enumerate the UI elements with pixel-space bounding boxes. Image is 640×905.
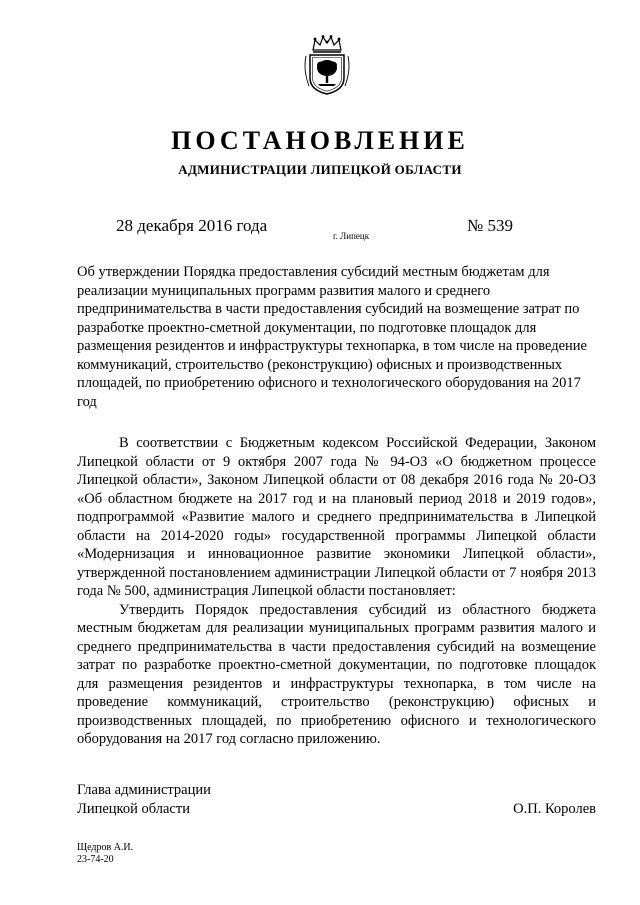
document-body	[77, 434, 596, 749]
document-title: ПОСТАНОВЛЕНИЕ	[171, 126, 469, 155]
signatory-name: О.П. Королев	[513, 800, 596, 817]
executor-name: Щедров А.И.	[77, 842, 134, 853]
signatory-position-line-1: Глава администрации	[77, 782, 211, 798]
issuing-authority: АДМИНИСТРАЦИИ ЛИПЕЦКОЙ ОБЛАСТИ	[178, 162, 462, 177]
document-number: № 539	[467, 216, 513, 235]
executor-info	[77, 842, 133, 866]
resolution-paragraph: Утвердить Порядок предоставления субсидий из областного бюджета местным бюджетам для реализации муниципальных программ развития малого и среднего предпринимательства в части предоставления субсидий на возмещение затрат по разработке проектно-сметной документации, по подготовке площадок для размещения резидентов и инфраструктуры технопарка, в том числе на проведение коммуникаций, строительство (реконструкцию) офисных и производственных площадей, по приобретению офисного и технологического оборудования на 2017 год согласно приложению.	[77, 601, 596, 747]
signatory-position-line-2: Липецкой области	[77, 800, 190, 817]
executor-phone: 23-74-20	[77, 854, 114, 865]
document-subject: Об утверждении Порядка предоставления субсидий местным бюджетам для реализации муниципальных программ развития малого и среднего предпринимательства в части предоставления субсидий на возмещение затрат по разработке проектно-сметной документации, по подготовке площадок для размещения резидентов и инфраструктуры технопарка, в том числе на проведение коммуникаций, строительство (реконструкцию) офисных и производственных площадей, по приобретению офисного и технологического оборудования на 2017 год	[77, 264, 587, 410]
lipetsk-oblast-coat-of-arms-icon	[301, 34, 353, 96]
document-date: 28 декабря 2016 года	[116, 216, 268, 235]
preamble-paragraph: В соответствии с Бюджетным кодексом Российской Федерации, Законом Липецкой области от 9 октября 2007 года № 94-ОЗ «О бюджетном процессе Липецкой области», Законом Липецкой области от 08 декабря 2016 года № 20-ОЗ «Об областном бюджете на 2017 год и на плановый период 2018 и 2019 годов», подпрограммой «Развитие малого и среднего предпринимательства в Липецкой области на 2014-2020 годы» государственной программы Липецкой области «Модернизация и инновационное развитие экономики Липецкой области», утвержденной постановлением администрации Липецкой области от 7 ноября 2013 года № 500, администрация Липецкой области постановляет:	[77, 435, 596, 599]
document-city: г. Липецк	[333, 231, 370, 241]
signature-block	[77, 781, 596, 818]
